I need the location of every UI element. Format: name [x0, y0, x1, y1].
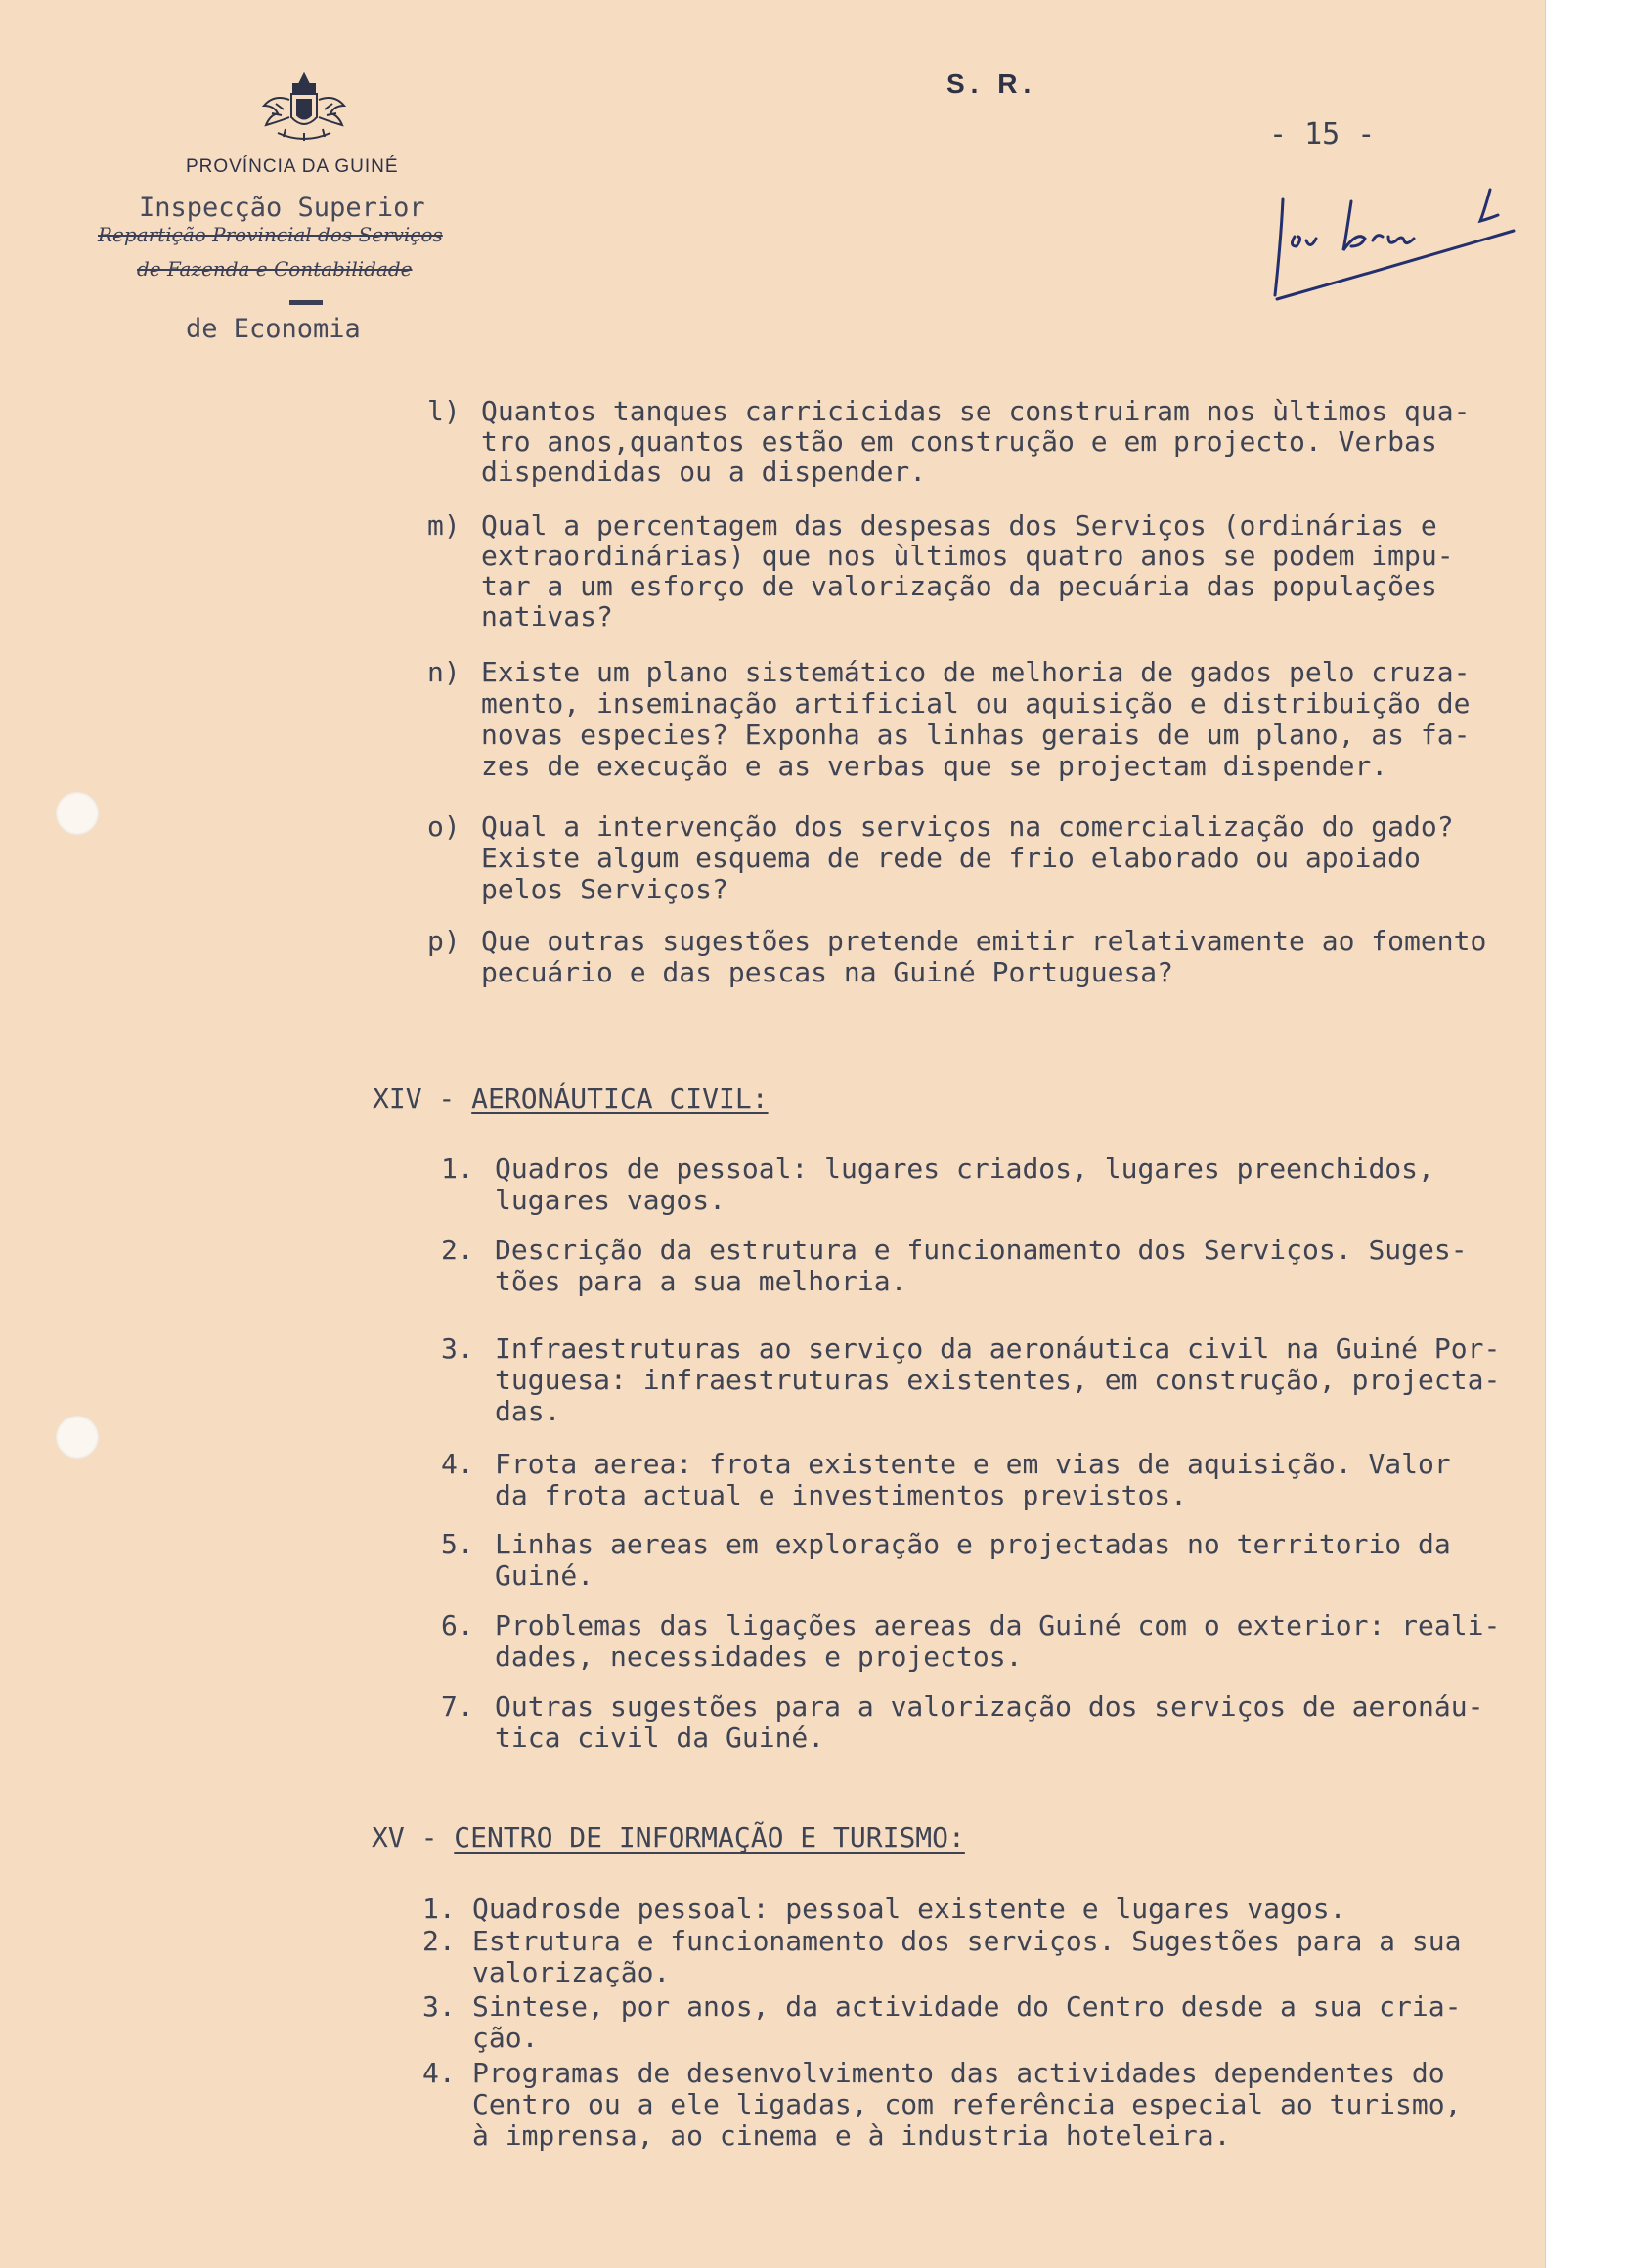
department-subtitle: de Economia — [186, 314, 361, 344]
section-title: CENTRO DE INFORMAÇÃO E TURISMO: — [454, 1821, 965, 1854]
item-text-line: tar a um esforço de valorização da pecuária das populações — [481, 570, 1437, 602]
item-text-line: Problemas das ligações aereas da Guiné com o exterior: reali- — [495, 1609, 1501, 1641]
item-text-line: Existe um plano sistemático de melhoria de gados pelo cruza- — [481, 656, 1471, 688]
item-text-line: ção. — [472, 2022, 539, 2054]
page-number: - 15 - — [1269, 117, 1376, 152]
item-text-line: Centro ou a ele ligadas, com referência especial ao turismo, — [472, 2088, 1462, 2120]
item-text-line: tuguesa: infraestruturas existentes, em construção, projecta- — [495, 1364, 1501, 1396]
section-number: XIV - — [373, 1082, 472, 1114]
item-text-line: Quantos tanques carricicidas se construiram nos ùltimos qua- — [481, 395, 1471, 427]
item-text-line: novas especies? Exponha as linhas gerais de um plano, as fa- — [481, 719, 1471, 751]
item-label: o) — [427, 810, 461, 843]
item-label: 4. — [422, 2057, 456, 2089]
punch-hole — [56, 792, 99, 835]
issuing-department: Inspecção Superior — [139, 193, 425, 223]
item-text-line: Sintese, por anos, da actividade do Centro desde a sua cria- — [472, 1990, 1462, 2023]
section-number: XV - — [372, 1821, 455, 1854]
item-text-line: Linhas aereas em exploração e projectadas no territorio da — [495, 1528, 1451, 1560]
item-label: m) — [427, 509, 461, 542]
item-label: 4. — [441, 1448, 474, 1480]
item-label: 2. — [422, 1925, 456, 1957]
item-text-line: dades, necessidades e projectos. — [495, 1640, 1023, 1673]
header-dash — [289, 300, 323, 305]
item-label: p) — [427, 925, 461, 957]
item-text-line: Estrutura e funcionamento dos serviços. Sugestões para a sua — [472, 1925, 1462, 1957]
item-text-line: Frota aerea: frota existente e em vias de aquisição. Valor — [495, 1448, 1451, 1480]
item-text-line: pelos Serviços? — [481, 873, 728, 905]
coat-of-arms-emblem — [256, 70, 352, 149]
punch-hole — [56, 1416, 99, 1459]
item-label: 3. — [441, 1332, 474, 1365]
handwritten-signature — [1267, 182, 1527, 313]
item-text-line: Qual a percentagem das despesas dos Serviços (ordinárias e — [481, 509, 1437, 542]
item-text-line: nativas? — [481, 600, 613, 632]
item-text-line: à imprensa, ao cinema e à industria hoteleira. — [472, 2119, 1231, 2152]
item-text-line: valorização. — [472, 1956, 671, 1988]
struck-department-line: Repartição Provincial dos Serviços — [98, 223, 443, 246]
item-label: 7. — [441, 1690, 474, 1723]
item-text-line: mento, inseminação artificial ou aquisição e distribuição de — [481, 687, 1471, 720]
item-label: n) — [427, 656, 461, 688]
item-text-line: tões para a sua melhoria. — [495, 1265, 907, 1297]
item-text-line: Outras sugestões para a valorização dos serviços de aeronáu- — [495, 1690, 1484, 1723]
item-label: 1. — [422, 1893, 456, 1925]
struck-department-line: de Fazenda e Contabilidade — [137, 257, 413, 281]
item-text-line: zes de execução e as verbas que se projectam dispender. — [481, 750, 1388, 782]
section-heading-xv — [372, 1821, 965, 1854]
item-label: 1. — [441, 1153, 474, 1185]
section-heading-xiv — [373, 1082, 769, 1115]
item-text-line: da frota actual e investimentos previstos. — [495, 1479, 1188, 1511]
item-text-line: tica civil da Guiné. — [495, 1722, 825, 1754]
item-text-line: Programas de desenvolvimento das actividades dependentes do — [472, 2057, 1445, 2089]
item-label: l) — [427, 395, 461, 427]
item-label: 5. — [441, 1528, 474, 1560]
item-text-line: extraordinárias) que nos ùltimos quatro anos se podem impu- — [481, 540, 1454, 572]
item-text-line: Descrição da estrutura e funcionamento dos Serviços. Suges- — [495, 1234, 1468, 1266]
item-text-line: Quadrosde pessoal: pessoal existente e lugares vagos. — [472, 1893, 1346, 1925]
section-title: AERONÁUTICA CIVIL: — [471, 1082, 769, 1114]
item-text-line: Infraestruturas ao serviço da aeronáutica civil na Guiné Por- — [495, 1332, 1501, 1365]
item-text-line: lugares vagos. — [495, 1184, 726, 1216]
security-classification: S. R. — [946, 68, 1037, 99]
item-text-line: Quadros de pessoal: lugares criados, lugares preenchidos, — [495, 1153, 1434, 1185]
item-text-line: Qual a intervenção dos serviços na comercialização do gado? — [481, 810, 1454, 843]
item-text-line: Existe algum esquema de rede de frio elaborado ou apoiado — [481, 842, 1421, 874]
item-label: 2. — [441, 1234, 474, 1266]
item-label: 6. — [441, 1609, 474, 1641]
item-text-line: das. — [495, 1395, 561, 1427]
item-text-line: dispendidas ou a dispender. — [481, 456, 927, 488]
province-title: PROVÍNCIA DA GUINÉ — [186, 156, 399, 177]
item-text-line: tro anos,quantos estão em construção e em projecto. Verbas — [481, 425, 1437, 458]
item-label: 3. — [422, 1990, 456, 2023]
item-text-line: pecuário e das pescas na Guiné Portuguesa? — [481, 956, 1174, 988]
item-text-line: Que outras sugestões pretende emitir relativamente ao fomento — [481, 925, 1487, 957]
item-text-line: Guiné. — [495, 1559, 594, 1592]
